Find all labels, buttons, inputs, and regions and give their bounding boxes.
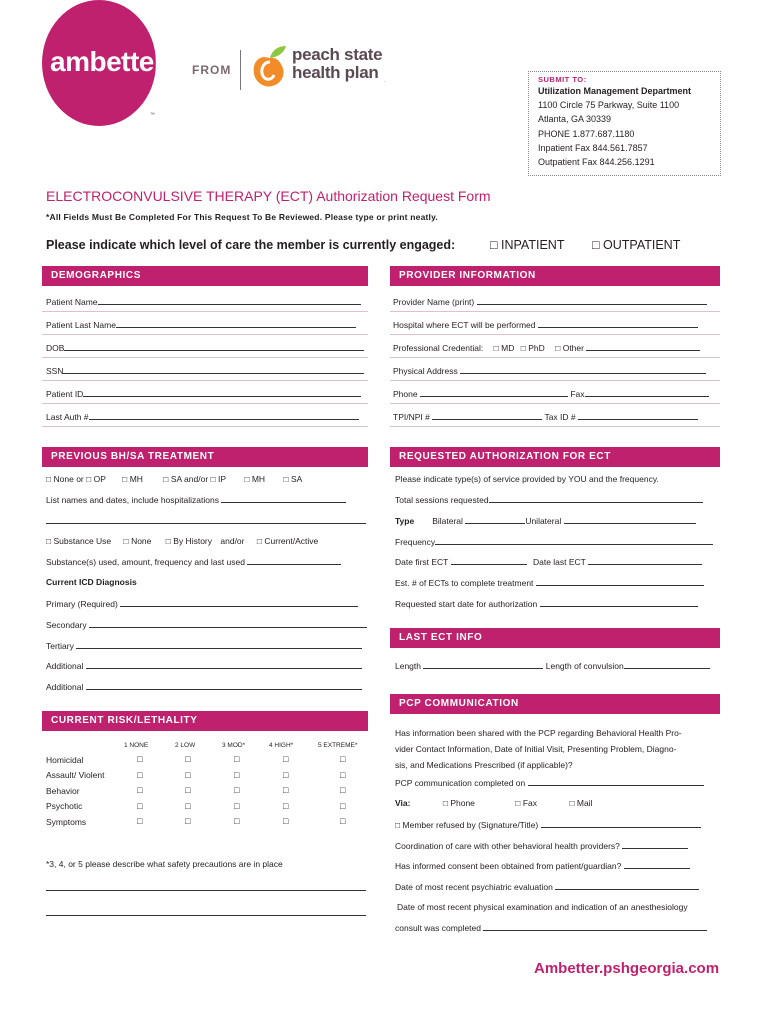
risk-checkbox[interactable]: □: [340, 770, 346, 780]
field-label: Tertiary: [46, 641, 74, 651]
field-label: Professional Credential:: [393, 343, 484, 353]
risk-checkbox[interactable]: □: [340, 785, 346, 795]
service-instruction: Please indicate type(s) of service provided by YOU and the frequency.: [395, 474, 659, 484]
patient-name-field[interactable]: [46, 296, 361, 307]
form-notice: *All Fields Must Be Completed For This Request To Be Reviewed. Please type or print neatly.: [46, 212, 438, 222]
risk-checkbox[interactable]: □: [185, 785, 191, 795]
field-label: TPI/NPI #: [393, 412, 430, 422]
divider: [42, 311, 368, 312]
pcp-completed-field[interactable]: [395, 777, 704, 788]
risk-checkbox[interactable]: □: [283, 801, 289, 811]
peach-icon: [250, 44, 290, 90]
risk-row-label: Homicidal: [46, 755, 84, 765]
divider: [390, 311, 720, 312]
field-label: Member refused by (Signature/Title): [402, 820, 539, 830]
risk-checkbox[interactable]: □: [137, 816, 143, 826]
risk-col-mod: 3 MOD*: [222, 742, 246, 749]
outpatient-checkbox[interactable]: □ OUTPATIENT: [592, 238, 681, 252]
risk-row-label: Behavior: [46, 786, 80, 796]
andor-label: and/or: [220, 536, 245, 546]
risk-checkbox[interactable]: □: [185, 801, 191, 811]
hospitalizations-line2[interactable]: [46, 515, 366, 526]
cred-other-checkbox[interactable]: □ Other: [555, 343, 584, 353]
ip-checkbox[interactable]: □ IP: [210, 474, 226, 484]
field-label: Physical Address: [393, 366, 458, 376]
field-label: Total sessions requested: [395, 495, 489, 505]
divider: [390, 380, 720, 381]
divider: [42, 403, 368, 404]
frequency-field[interactable]: [395, 536, 713, 547]
phone-fax-field[interactable]: [393, 388, 709, 399]
risk-checkbox[interactable]: □: [283, 754, 289, 764]
field-label: Secondary: [46, 620, 87, 630]
risk-checkbox[interactable]: □: [283, 816, 289, 826]
website-link[interactable]: Ambetter.pshgeorgia.com: [534, 960, 720, 977]
field-label: Patient ID: [46, 389, 84, 399]
risk-row-label: Symptoms: [46, 817, 87, 827]
previous-treatment-header: PREVIOUS BH/SA TREATMENT: [42, 447, 368, 467]
op-mh-checkbox[interactable]: □ MH: [122, 474, 143, 484]
risk-checkbox[interactable]: □: [234, 801, 240, 811]
divider: [42, 357, 368, 358]
pcp-communication-header: PCP COMMUNICATION: [390, 694, 720, 714]
from-label: FROM: [192, 63, 232, 77]
submit-line: PHONE 1.877.687.1180: [538, 128, 635, 139]
inpatient-checkbox[interactable]: □ INPATIENT: [490, 238, 565, 252]
form-title: ELECTROCONVULSIVE THERAPY (ECT) Authorization Request Form: [46, 188, 491, 204]
op-checkbox[interactable]: □ OP: [86, 474, 106, 484]
risk-checkbox[interactable]: □: [234, 754, 240, 764]
field-label: Primary (Required): [46, 599, 118, 609]
risk-checkbox[interactable]: □: [234, 816, 240, 826]
substance-none-checkbox[interactable]: □ None: [123, 536, 152, 546]
icd-additional-field[interactable]: [46, 660, 362, 671]
sa-checkbox[interactable]: □ SA and/or: [163, 474, 209, 484]
field-label: Additional: [46, 661, 84, 671]
field-label: Type: [395, 516, 415, 526]
risk-col-none: 1 NONE: [124, 742, 149, 749]
type-field[interactable]: [395, 515, 696, 526]
coordination-field[interactable]: [395, 840, 688, 851]
divider: [390, 426, 720, 427]
member-refused-field[interactable]: [395, 819, 701, 830]
field-label: Patient Last Name: [46, 320, 116, 330]
field-label: Est. # of ECTs to complete treatment: [395, 578, 534, 588]
level-of-care-question: Please indicate which level of care the member is currently engaged:: [46, 238, 456, 252]
provider-info-header: PROVIDER INFORMATION: [390, 266, 720, 286]
pshp-tm: .: [384, 78, 386, 84]
hospitalizations-field[interactable]: [46, 494, 346, 505]
risk-checkbox[interactable]: □: [340, 801, 346, 811]
start-date-field[interactable]: [395, 598, 698, 609]
via-fax-checkbox[interactable]: □ Fax: [515, 798, 537, 808]
date-first-last-field[interactable]: [395, 556, 702, 567]
icd-additional-field-2[interactable]: [46, 681, 362, 692]
field-label: Coordination of care with other behavioral health providers?: [395, 841, 620, 851]
divider: [390, 334, 720, 335]
submit-line: 1100 Circle 75 Parkway, Suite 1100: [538, 100, 680, 111]
risk-checkbox[interactable]: □: [185, 770, 191, 780]
field-label: Phone: [393, 389, 418, 399]
last-auth-field[interactable]: [46, 411, 359, 422]
risk-checkbox[interactable]: □: [340, 816, 346, 826]
ambetter-tm: ™: [150, 112, 155, 118]
patient-id-field[interactable]: [46, 388, 361, 399]
field-label: Date first ECT: [395, 557, 449, 567]
field-label: List names and dates, include hospitalizations: [46, 495, 219, 505]
divider: [42, 380, 368, 381]
field-label: Last Auth #: [46, 412, 89, 422]
field-label: Additional: [46, 682, 84, 692]
last-ect-header: LAST ECT INFO: [390, 628, 720, 648]
refused-checkbox[interactable]: □: [395, 820, 401, 830]
hospital-field[interactable]: [393, 319, 698, 330]
consent-field[interactable]: [395, 860, 690, 871]
submit-line: Atlanta, GA 30339: [538, 114, 612, 125]
tpi-taxid-field[interactable]: [393, 411, 698, 422]
via-options: Via: □ Phone □ Fax □ Mail: [395, 798, 593, 808]
risk-col-low: 2 LOW: [175, 742, 196, 749]
by-history-checkbox[interactable]: □ By History: [165, 536, 213, 546]
pshp-name-line1: peach state: [292, 45, 383, 64]
physical-address-field[interactable]: [393, 365, 706, 376]
field-label: PCP communication completed on: [395, 778, 526, 788]
risk-header: CURRENT RISK/LETHALITY: [42, 711, 368, 731]
demographics-header: DEMOGRAPHICS: [42, 266, 368, 286]
risk-col-high: 4 HIGH*: [269, 742, 294, 749]
field-label: Length: [395, 661, 421, 671]
via-phone-checkbox[interactable]: □ Phone: [442, 798, 475, 808]
icd-title: Current ICD Diagnosis: [46, 577, 137, 587]
risk-checkbox[interactable]: □: [185, 816, 191, 826]
icd-secondary-field[interactable]: [46, 619, 367, 630]
field-label: Date last ECT: [532, 557, 586, 567]
field-label: Provider Name (print): [393, 297, 475, 307]
patient-last-name-field[interactable]: [46, 319, 356, 330]
field-label: Has informed consent been obtained from patient/guardian?: [395, 861, 622, 871]
risk-row-label: Assault/ Violent: [46, 770, 105, 780]
dob-field[interactable]: [46, 342, 364, 353]
via-mail-checkbox[interactable]: □ Mail: [569, 798, 593, 808]
field-label: Patient Name: [46, 297, 98, 307]
risk-checkbox[interactable]: □: [185, 754, 191, 764]
previous-treatment-options: [46, 474, 302, 484]
risk-checkbox[interactable]: □: [340, 754, 346, 764]
divider: [390, 403, 720, 404]
substances-used-field[interactable]: [46, 556, 341, 567]
none-checkbox[interactable]: □ None or: [46, 474, 84, 484]
cred-md-checkbox[interactable]: □ MD: [493, 343, 515, 353]
icd-tertiary-field[interactable]: [46, 640, 362, 651]
pcp-shared-question: Has information been shared with the PCP regarding Behavioral Health Pro- vider Contact Information, Date of Initial Visit, Presenting Problem, Diagno- sis, and Medications Prescribed (if applicable)?: [395, 728, 682, 770]
total-sessions-field[interactable]: [395, 494, 703, 505]
submit-line: Outpatient Fax 844.256.1291: [538, 157, 655, 168]
field-label: Length of convulsion: [545, 661, 624, 671]
field-label: SSN: [46, 366, 64, 376]
field-label: Date of most recent psychiatric evaluation: [395, 882, 553, 892]
risk-footnote: *3, 4, or 5 please describe what safety precautions are in place: [46, 859, 283, 869]
risk-checkbox[interactable]: □: [137, 801, 143, 811]
divider: [390, 357, 720, 358]
divider: [42, 426, 368, 427]
risk-checkbox[interactable]: □: [283, 785, 289, 795]
bilateral-label: Bilateral: [432, 516, 463, 526]
physical-exam-field[interactable]: [395, 922, 707, 933]
risk-col-extreme: 5 EXTREME*: [318, 742, 358, 749]
credential-field: [393, 342, 700, 353]
risk-checkbox[interactable]: □: [283, 770, 289, 780]
logo-divider: [240, 50, 241, 90]
icd-primary-field[interactable]: [46, 598, 358, 609]
submit-line: Utilization Management Department: [538, 86, 692, 96]
ip-sa-checkbox[interactable]: □ SA: [283, 474, 303, 484]
risk-checkbox[interactable]: □: [234, 770, 240, 780]
ssn-field[interactable]: [46, 365, 364, 376]
psych-eval-field[interactable]: [395, 881, 699, 892]
pshp-name-line2: health plan: [292, 63, 379, 82]
submit-line: Inpatient Fax 844.561.7857: [538, 142, 648, 153]
field-label: consult was completed: [395, 923, 481, 933]
field-label: Frequency: [395, 537, 436, 547]
risk-checkbox[interactable]: □: [137, 785, 143, 795]
cred-phd-checkbox[interactable]: □ PhD: [520, 343, 545, 353]
physical-exam-line1: Date of most recent physical examination and indication of an anesthesiology: [397, 902, 688, 912]
safety-precautions-line2[interactable]: [46, 907, 366, 918]
risk-checkbox[interactable]: □: [234, 785, 240, 795]
field-label: Substance(s) used, amount, frequency and last used: [46, 557, 245, 567]
safety-precautions-line1[interactable]: [46, 882, 366, 893]
substance-use-options: [46, 536, 318, 546]
unilateral-label: Unilateral: [525, 516, 562, 526]
requested-auth-header: REQUESTED AUTHORIZATION FOR ECT: [390, 447, 720, 467]
divider: [42, 334, 368, 335]
provider-name-field[interactable]: [393, 296, 707, 307]
field-label: Fax: [570, 389, 585, 399]
submit-to-label: SUBMIT TO:: [538, 75, 587, 84]
field-label: DOB: [46, 343, 65, 353]
substance-use-checkbox[interactable]: □ Substance Use: [46, 536, 112, 546]
field-label: Tax ID #: [544, 412, 576, 422]
length-field[interactable]: [395, 660, 710, 671]
field-label: Hospital where ECT will be performed: [393, 320, 536, 330]
risk-checkbox[interactable]: □: [137, 770, 143, 780]
risk-row-label: Psychotic: [46, 801, 83, 811]
ambetter-logo-text: ambetter.: [50, 46, 170, 77]
ip-mh-checkbox[interactable]: □ MH: [244, 474, 266, 484]
field-label: Requested start date for authorization: [395, 599, 538, 609]
submit-to-box: [528, 71, 721, 176]
risk-checkbox[interactable]: □: [137, 754, 143, 764]
current-active-checkbox[interactable]: □ Current/Active: [256, 536, 319, 546]
est-ects-field[interactable]: [395, 577, 704, 588]
